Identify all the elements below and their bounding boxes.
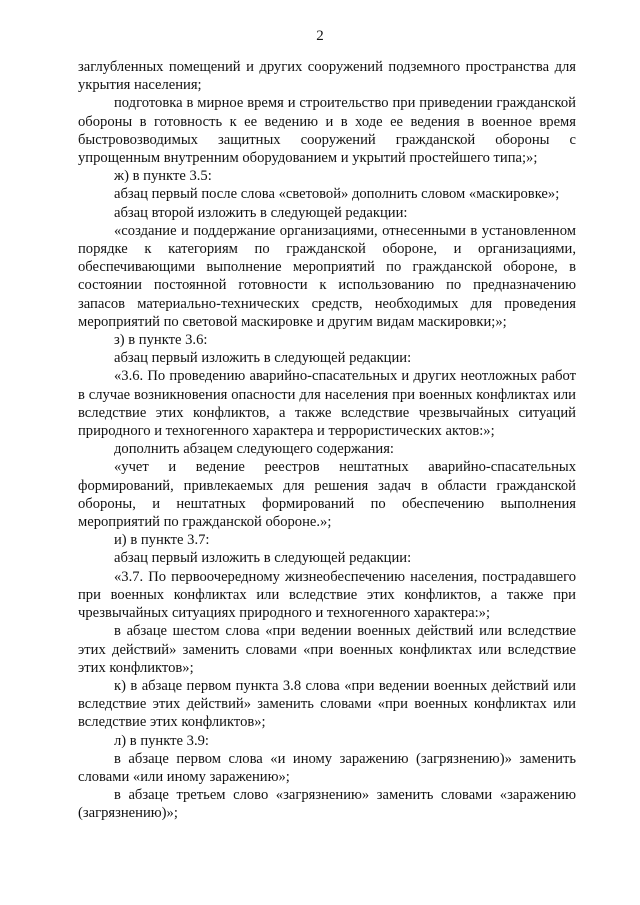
paragraph: заглубленных помещений и других сооружений подземного пространства для укрытия населения; [78, 59, 576, 94]
paragraph: «3.7. По первоочередному жизнеобеспечению населения, пострадавшего при военных конфликтах или вследствие этих конфликтов, а также при чрезвычайных ситуациях природного и техногенного характера:»; [78, 568, 576, 622]
paragraph: абзац первый после слова «световой» дополнить словом «маскировке»; [114, 186, 560, 203]
paragraph: «создание и поддержание организациями, отнесенными в установленном порядке к категориям по гражданской обороне, и организациями, обеспечивающими выполнение мероприятий по гражданской обороне, в состоянии постоянной готовности к использованию по предназначению запасов материально-технических средств, необходимых для проведения мероприятий по световой маскировке и другим видам маскировки;»; [78, 222, 576, 330]
paragraph: в абзаце первом слова «и иному заражению (загрязнению)» заменить словами «или иному заражению»; [78, 750, 576, 785]
paragraph: и) в пункте 3.7: [114, 532, 210, 549]
paragraph: в абзаце шестом слова «при ведении военных действий или вследствие этих действий» заменить словами «при военных конфликтах или вследствие этих конфликтов»; [78, 623, 576, 676]
paragraph: подготовка в мирное время и строительство при приведении гражданской обороны в готовность к ее ведению и в ходе ее ведения в военное время быстровозводимых защитных сооружений гражданской обороны с упрощенным внутренним оборудованием и укрытий простейшего типа;»; [78, 95, 576, 167]
paragraph: абзац второй изложить в следующей редакции: [114, 204, 408, 221]
paragraph: абзац первый изложить в следующей редакции: [114, 350, 412, 367]
paragraph: к) в абзаце первом пункта 3.8 слова «при ведении военных действий или вследствие этих действий» заменить словами «при военных конфликтах или вследствие этих конфликтов»; [78, 677, 576, 731]
document-body [78, 58, 576, 823]
paragraph: абзац первый изложить в следующей редакции: [114, 550, 412, 567]
paragraph: л) в пункте 3.9: [114, 732, 209, 749]
paragraph: «учет и ведение реестров нештатных аварийно-спасательных формирований, привлекаемых для решения задач в области гражданской обороны, и нештатных формирований по обеспечению выполнения мероприятий по гражданской обороне.»; [78, 459, 576, 531]
page-number: 2 [316, 28, 324, 44]
paragraph: дополнить абзацем следующего содержания: [114, 441, 394, 458]
paragraph: «3.6. По проведению аварийно-спасательных и других неотложных работ в случае возникновения опасности для населения при военных конфликтах или вследствие этих конфликтов, а также вследствие чрезвычайных ситуаций природного и техногенного характера и террористических актов:»; [78, 368, 576, 440]
paragraph: ж) в пункте 3.5: [114, 168, 212, 185]
paragraph: з) в пункте 3.6: [114, 332, 208, 349]
paragraph: в абзаце третьем слово «загрязнению» заменить словами «заражению (загрязнению)»; [78, 787, 576, 822]
